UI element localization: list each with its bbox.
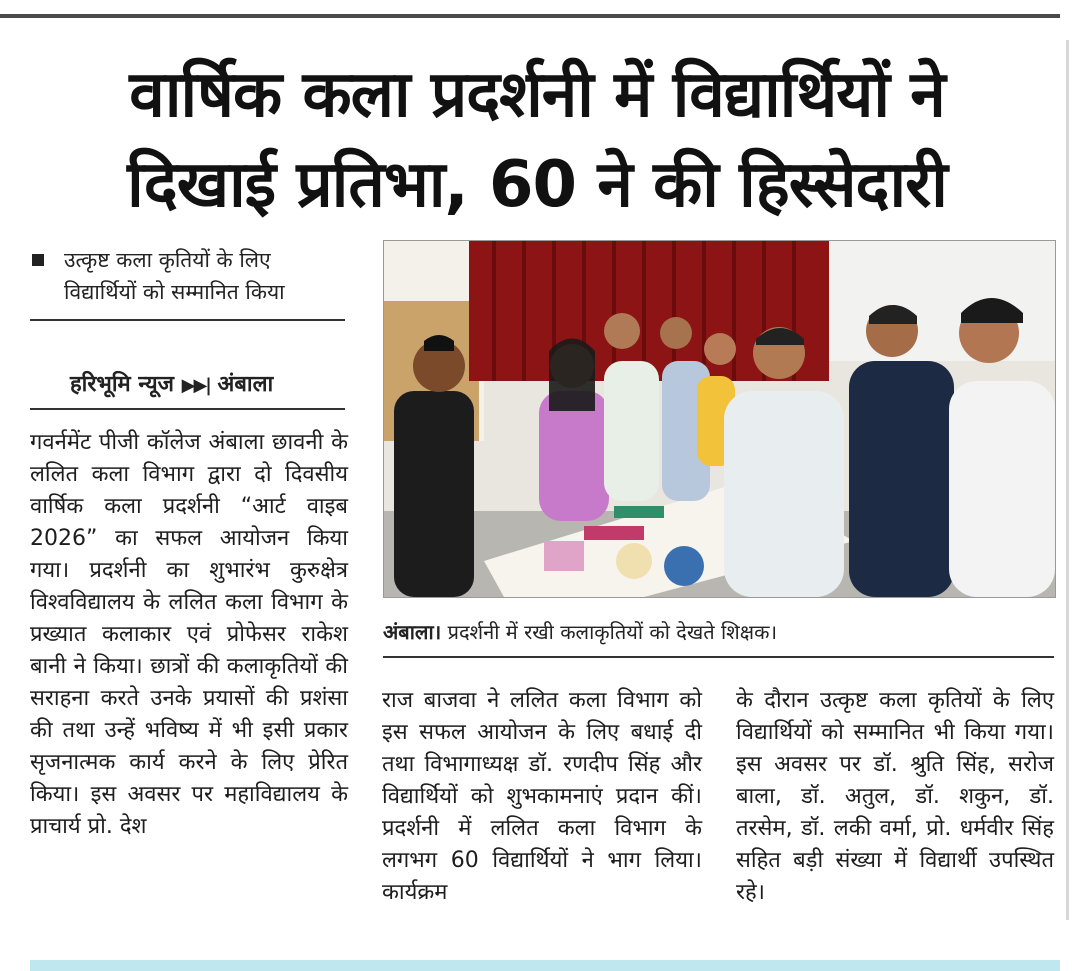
sub-point-text: उत्कृष्ट कला कृतियों के लिए विद्यार्थियों को सम्मानित किया: [64, 248, 285, 304]
page-edge-rule: [1066, 40, 1069, 920]
exhibition-photo-illustration: [384, 241, 1055, 597]
article-column-3: के दौरान उत्कृष्ट कला कृतियों के लिए विद्यार्थियों को सम्मानित भी किया गया। इस अवसर पर डॉ. श्रुति सिंह, सरोज बाला, डॉ. अतुल, डॉ. शकुन, डॉ. तरसेम, डॉ. लकी वर्मा, प्रो. धर्मवीर सिंह सहित बड़ी संख्या में विद्यार्थी उपस्थित रहे।: [736, 688, 1054, 905]
sub-point: [32, 244, 342, 308]
headline: [22, 50, 1052, 230]
byline: [70, 368, 273, 398]
divider: [383, 656, 1054, 658]
news-photo: [383, 240, 1056, 598]
divider: [30, 319, 345, 321]
byline-source: हरिभूमि न्यूज: [70, 372, 174, 397]
divider: [30, 408, 345, 410]
article-column-2: राज बाजवा ने ललित कला विभाग को इस सफल आयोजन के लिए बधाई दी तथा विभागाध्यक्ष डॉ. रणदीप सिंह और विद्यार्थियों को शुभकामनाएं प्रदान कीं। प्रदर्शनी में ललित कला विभाग के लगभग 60 विद्यार्थियों ने भाग लिया। कार्यक्रम: [382, 688, 702, 905]
headline-line-1: वार्षिक कला प्रदर्शनी में विद्यार्थियों ने: [129, 58, 945, 132]
byline-place: अंबाला: [217, 372, 274, 397]
bottom-band: [30, 960, 1060, 971]
double-arrow-icon: ▶▶|: [181, 375, 210, 396]
article-column-1: गवर्नमेंट पीजी कॉलेज अंबाला छावनी के ललित कला विभाग द्वारा दो दिवसीय वार्षिक कला प्रदर्शनी “आर्ट वाइब 2026” का सफल आयोजन किया गया। प्रदर्शनी का शुभारंभ कुरुक्षेत्र विश्वविद्यालय के ललित कला विभाग के प्रख्यात कलाकार एवं प्रोफेसर राकेश बानी ने किया। छात्रों की कलाकृतियों की सराहना करते उनके प्रयासों की प्रशंसा की तथा उन्हें भविष्य में भी इसी प्रकार सृजनात्मक कार्य करने के लिए प्रेरित किया। इस अवसर पर महाविद्यालय के प्राचार्य प्रो. देश: [30, 430, 348, 839]
caption-place: अंबाला।: [383, 620, 442, 644]
photo-caption: [383, 618, 777, 645]
caption-text: प्रदर्शनी में रखी कलाकृतियों को देखते शिक्षक।: [447, 620, 778, 644]
square-bullet-icon: [32, 254, 44, 266]
top-rule: [0, 14, 1060, 18]
headline-line-2: दिखाई प्रतिभा, 60 ने की हिस्सेदारी: [127, 148, 947, 222]
